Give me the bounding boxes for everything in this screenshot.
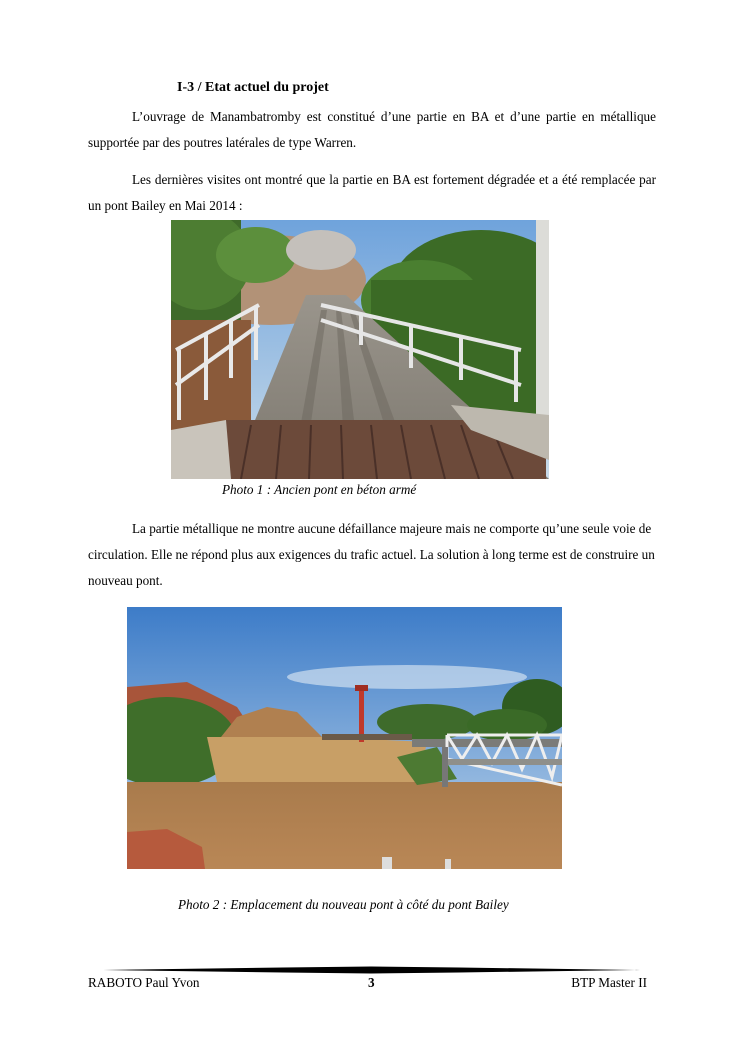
paragraph-inspection [88, 167, 656, 219]
footer-page-number: 3 [368, 975, 375, 990]
paragraph-metal-section-text: La partie métallique ne montre aucune défaillance majeure mais ne comporte qu’une seule voie de circulation. Elle ne répond plus aux exigences du trafic actuel. La solution à long terme est de construire un nouveau pont. [88, 521, 655, 588]
paragraph-structure-text: L’ouvrage de Manambatromby est constitué d’une partie en BA et d’une partie en métallique supportée par des poutres latérales de type Warren. [88, 109, 656, 150]
photo-new-bridge-site [127, 607, 562, 869]
paragraph-inspection-text: Les dernières visites ont montré que la partie en BA est fortement dégradée et a été remplacée par un pont Bailey en Mai 2014 : [88, 172, 656, 213]
footer-program: BTP Master II [571, 975, 647, 990]
footer-author: RABOTO Paul Yvon [88, 975, 200, 990]
paragraph-metal-section [88, 516, 656, 594]
photo-old-bridge [171, 220, 549, 479]
section-heading: I-3 / Etat actuel du projet [177, 80, 329, 95]
photo-caption-1: Photo 1 : Ancien pont en béton armé [222, 482, 417, 497]
footer-divider [103, 966, 640, 974]
paragraph-structure [88, 104, 656, 156]
photo-caption-2: Photo 2 : Emplacement du nouveau pont à côté du pont Bailey [178, 897, 509, 912]
